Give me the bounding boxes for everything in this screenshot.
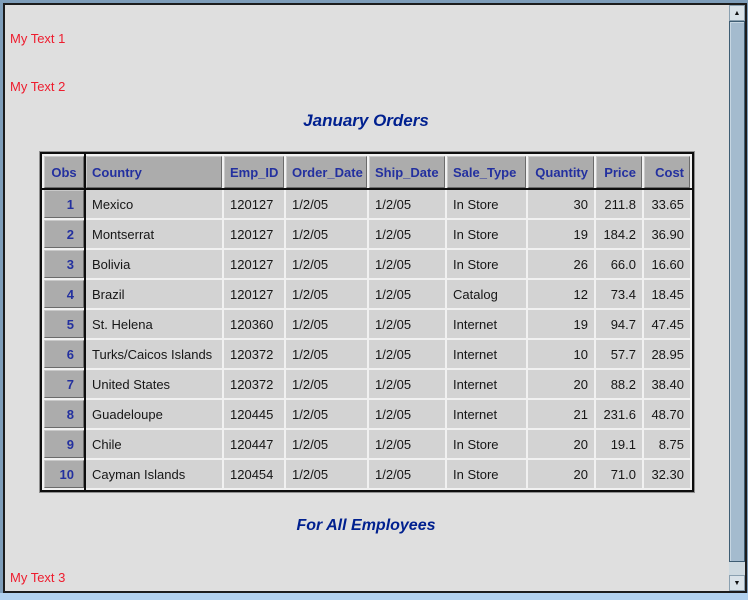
table-cell: 120127 — [224, 220, 284, 248]
table-row — [44, 370, 690, 398]
table-cell: 231.6 — [596, 400, 642, 428]
table-cell: 1/2/05 — [286, 430, 367, 458]
obs-cell: 4 — [44, 280, 84, 308]
table-cell: 1/2/05 — [369, 430, 445, 458]
table-cell: 1/2/05 — [286, 310, 367, 338]
table-cell: 28.95 — [644, 340, 690, 368]
table-cell: 8.75 — [644, 430, 690, 458]
table-row — [44, 460, 690, 488]
table-cell: 1/2/05 — [369, 460, 445, 488]
column-header-sale_type: Sale_Type — [447, 156, 526, 188]
table-cell: 1/2/05 — [369, 400, 445, 428]
orders-table-container — [40, 152, 694, 492]
column-header-order_date: Order_Date — [286, 156, 367, 188]
table-cell: 1/2/05 — [369, 310, 445, 338]
table-cell: Turks/Caicos Islands — [86, 340, 222, 368]
vertical-scrollbar[interactable] — [729, 5, 745, 591]
table-cell: 120447 — [224, 430, 284, 458]
table-cell: 26 — [528, 250, 594, 278]
table-row — [44, 250, 690, 278]
table-cell: 1/2/05 — [369, 190, 445, 218]
table-row — [44, 190, 690, 218]
table-cell: 21 — [528, 400, 594, 428]
column-header-country: Country — [86, 156, 222, 188]
table-cell: Bolivia — [86, 250, 222, 278]
table-cell: In Store — [447, 190, 526, 218]
custom-text-3: My Text 3 — [10, 570, 66, 585]
table-cell: 33.65 — [644, 190, 690, 218]
column-header-obs: Obs — [44, 156, 84, 188]
table-cell: 36.90 — [644, 220, 690, 248]
table-cell: 71.0 — [596, 460, 642, 488]
table-cell: 16.60 — [644, 250, 690, 278]
up-arrow-icon: ▲ — [733, 9, 741, 17]
table-cell: 120127 — [224, 280, 284, 308]
table-row — [44, 220, 690, 248]
scroll-up-button[interactable] — [729, 5, 745, 21]
table-row — [44, 310, 690, 338]
column-header-cost: Cost — [644, 156, 690, 188]
table-cell: 38.40 — [644, 370, 690, 398]
table-cell: 211.8 — [596, 190, 642, 218]
table-cell: 20 — [528, 430, 594, 458]
orders-table — [40, 152, 694, 492]
table-cell: 1/2/05 — [369, 250, 445, 278]
obs-cell: 3 — [44, 250, 84, 278]
table-row — [44, 280, 690, 308]
table-cell: Internet — [447, 340, 526, 368]
table-cell: 30 — [528, 190, 594, 218]
table-cell: In Store — [447, 250, 526, 278]
table-cell: 57.7 — [596, 340, 642, 368]
table-cell: 1/2/05 — [369, 340, 445, 368]
table-cell: 1/2/05 — [369, 280, 445, 308]
table-cell: 20 — [528, 460, 594, 488]
table-cell: Montserrat — [86, 220, 222, 248]
table-cell: 48.70 — [644, 400, 690, 428]
obs-cell: 7 — [44, 370, 84, 398]
table-cell: Chile — [86, 430, 222, 458]
table-cell: Guadeloupe — [86, 400, 222, 428]
table-cell: In Store — [447, 430, 526, 458]
table-cell: 120360 — [224, 310, 284, 338]
obs-cell: 9 — [44, 430, 84, 458]
column-header-ship_date: Ship_Date — [369, 156, 445, 188]
table-cell: 73.4 — [596, 280, 642, 308]
obs-cell: 2 — [44, 220, 84, 248]
table-cell: 19 — [528, 310, 594, 338]
table-cell: 184.2 — [596, 220, 642, 248]
table-rowheader-rule — [84, 154, 86, 490]
report-footnote: For All Employees — [296, 517, 436, 534]
table-cell: 1/2/05 — [369, 220, 445, 248]
table-cell: Brazil — [86, 280, 222, 308]
down-arrow-icon: ▼ — [733, 579, 741, 587]
table-cell: St. Helena — [86, 310, 222, 338]
table-row — [44, 340, 690, 368]
table-cell: Internet — [447, 310, 526, 338]
table-cell: 19 — [528, 220, 594, 248]
obs-cell: 5 — [44, 310, 84, 338]
table-cell: 120372 — [224, 340, 284, 368]
table-cell: 120445 — [224, 400, 284, 428]
custom-text-2: My Text 2 — [10, 79, 66, 94]
table-cell: 120127 — [224, 250, 284, 278]
column-header-price: Price — [596, 156, 642, 188]
table-cell: 88.2 — [596, 370, 642, 398]
table-cell: 1/2/05 — [286, 370, 367, 398]
table-cell: 18.45 — [644, 280, 690, 308]
table-header-rule — [42, 188, 692, 190]
obs-cell: 6 — [44, 340, 84, 368]
obs-cell: 10 — [44, 460, 84, 488]
table-cell: Internet — [447, 400, 526, 428]
obs-cell: 1 — [44, 190, 84, 218]
table-cell: 12 — [528, 280, 594, 308]
table-cell: Cayman Islands — [86, 460, 222, 488]
table-cell: 32.30 — [644, 460, 690, 488]
table-cell: 47.45 — [644, 310, 690, 338]
table-header-row — [44, 156, 690, 188]
table-cell: 19.1 — [596, 430, 642, 458]
table-cell: Catalog — [447, 280, 526, 308]
table-cell: 120372 — [224, 370, 284, 398]
table-cell: In Store — [447, 460, 526, 488]
column-header-quantity: Quantity — [528, 156, 594, 188]
window-bottom-edge — [0, 593, 748, 600]
content-area — [3, 3, 747, 593]
table-cell: 1/2/05 — [286, 220, 367, 248]
report-title: January Orders — [303, 111, 429, 130]
obs-cell: 8 — [44, 400, 84, 428]
table-cell: In Store — [447, 220, 526, 248]
table-cell: Mexico — [86, 190, 222, 218]
table-cell: 1/2/05 — [286, 250, 367, 278]
table-cell: 10 — [528, 340, 594, 368]
table-cell: 120454 — [224, 460, 284, 488]
column-header-emp_id: Emp_ID — [224, 156, 284, 188]
table-cell: United States — [86, 370, 222, 398]
table-cell: 1/2/05 — [286, 190, 367, 218]
table-cell: 1/2/05 — [286, 460, 367, 488]
table-cell: 94.7 — [596, 310, 642, 338]
table-cell: 1/2/05 — [369, 370, 445, 398]
table-cell: 1/2/05 — [286, 340, 367, 368]
custom-text-1: My Text 1 — [10, 31, 66, 46]
table-row — [44, 400, 690, 428]
table-cell: 1/2/05 — [286, 280, 367, 308]
table-cell: Internet — [447, 370, 526, 398]
table-cell: 20 — [528, 370, 594, 398]
scrollbar-thumb[interactable] — [729, 21, 745, 562]
table-cell: 120127 — [224, 190, 284, 218]
scroll-down-button[interactable] — [729, 575, 745, 591]
table-cell: 66.0 — [596, 250, 642, 278]
table-row — [44, 430, 690, 458]
table-cell: 1/2/05 — [286, 400, 367, 428]
